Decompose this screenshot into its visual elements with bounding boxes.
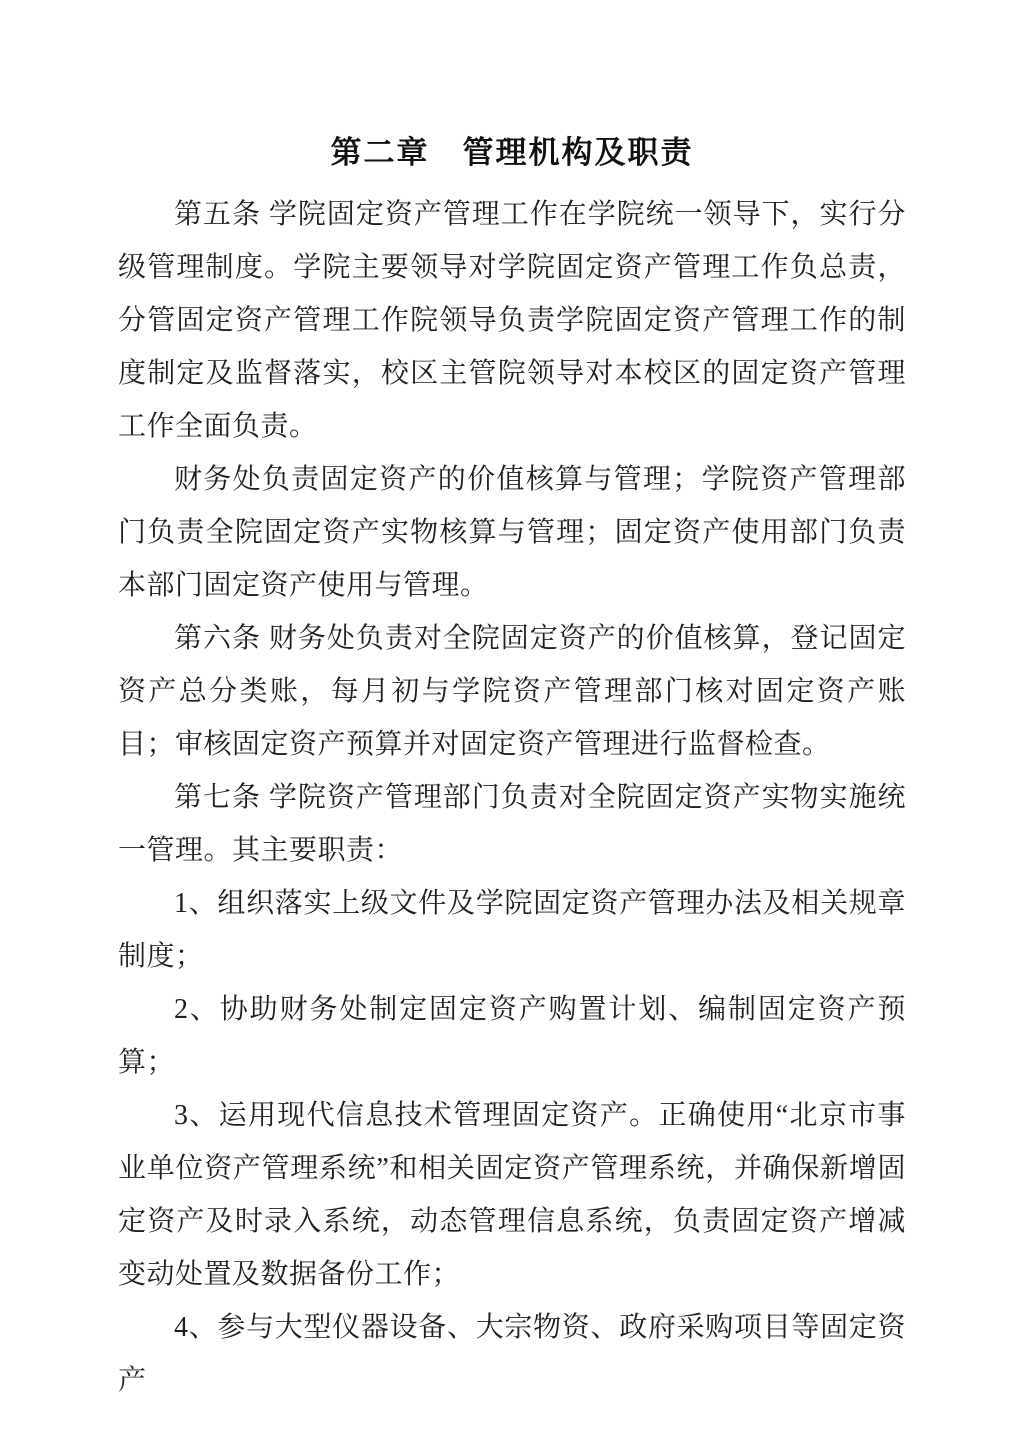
paragraph-article-7: 第七条 学院资产管理部门负责对全院固定资产实物实施统一管理。其主要职责： — [118, 782, 906, 866]
chapter-title: 第二章 管理机构及职责 — [330, 135, 694, 170]
paragraph-duty-item-1: 1、组织落实上级文件及学院固定资产管理办法及相关规章制度； — [118, 888, 906, 972]
paragraph-article-5: 第五条 学院固定资产管理工作在学院统一领导下，实行分级管理制度。学院主要领导对学院固定资产管理工作负总责，分管固定资产管理工作院领导负责学院固定资产管理工作的制度制定及监督落实，校区主管院领导对本校区的固定资产管理工作全面负责。 — [118, 199, 906, 442]
paragraph-duty-item-3: 3、运用现代信息技术管理固定资产。正确使用“北京市事业单位资产管理系统”和相关固定资产管理系统，并确保新增固定资产及时录入系统，动态管理信息系统，负责固定资产增减变动处置及数据备份工作； — [118, 1100, 906, 1290]
paragraph-article-6: 第六条 财务处负责对全院固定资产的价值核算，登记固定资产总分类账，每月初与学院资产管理部门核对固定资产账目；审核固定资产预算并对固定资产管理进行监督检查。 — [118, 623, 906, 760]
paragraph-finance-duties: 财务处负责固定资产的价值核算与管理；学院资产管理部门负责全院固定资产实物核算与管理；固定资产使用部门负责本部门固定资产使用与管理。 — [118, 464, 906, 601]
paragraph-duty-item-2: 2、协助财务处制定固定资产购置计划、编制固定资产预算； — [118, 994, 906, 1078]
paragraph-duty-item-4: 4、参与大型仪器设备、大宗物资、政府采购项目等固定资产 — [118, 1312, 906, 1396]
